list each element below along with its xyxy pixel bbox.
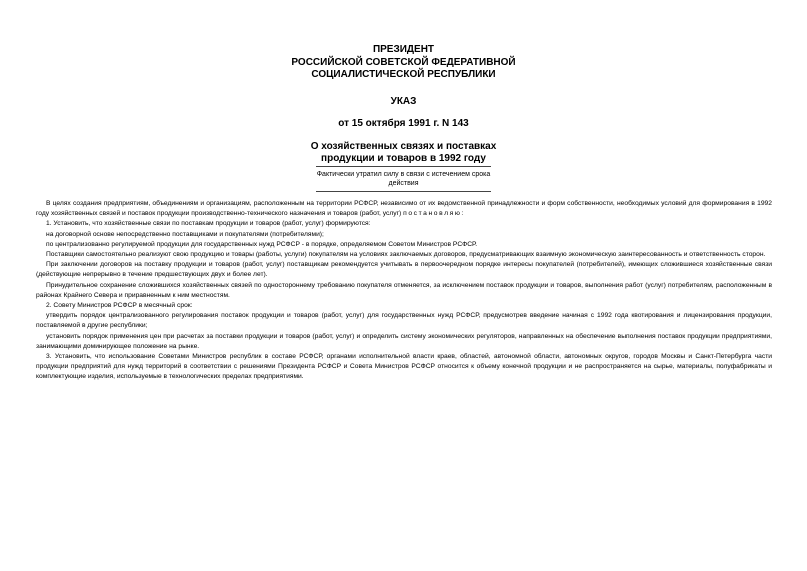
paragraph: При заключении договоров на поставку продукции и товаров (работ, услуг) поставщикам рекомендуется учитывать в первоочередном порядке интересы покупателей (потребителей), имеющих сложившиеся хозяйственные связи (действующие непрерывно в течение предшествующих двух и более лет). bbox=[36, 261, 772, 279]
document-body bbox=[36, 199, 772, 383]
paragraph: 2. Совету Министров РСФСР в месячный срок: bbox=[46, 302, 193, 310]
status-note-box bbox=[316, 166, 491, 192]
issuer-line-3: СОЦИАЛИСТИЧЕСКОЙ РЕСПУБЛИКИ bbox=[311, 69, 496, 80]
paragraph: утвердить порядок централизованного регулирования поставок продукции и товаров (работ, услуг) для государственных нужд РСФСР, предусмотрев введение начиная с 1992 года квотирования и лицензирования продукции, поставляемой в другие республики; bbox=[36, 312, 772, 330]
paragraph: 3. Установить, что использование Советами Министров республик в составе РСФСР, органами исполнительной власти краев, областей, автономной области, автономных округов, городов Москвы и Санкт-Петербурга части продукции предприятий для нужд территорий в соответствии с решениями Президента РСФСР и Совета Министров РСФСР относится к объему конечной продукции и не распространяется на сырье, материалы, полуфабрикаты и комплектующие изделия, используемые в технологических пределах предприятиями. bbox=[36, 353, 772, 381]
status-note: Фактически утратил силу в связи с истечением срока действия bbox=[316, 171, 491, 187]
document-date-number: от 15 октября 1991 г. N 143 bbox=[338, 118, 469, 129]
paragraph: установить порядок применения цен при расчетах за поставки продукции и товаров (работ, услуг) и определить систему экономических регуляторов, направленных на обеспечение выполнения поставок продукции предприятиями, занимающими доминирующее положение на рынке. bbox=[36, 332, 772, 350]
paragraph: Поставщики самостоятельно реализуют свою продукцию и товары (работы, услуги) покупателям на условиях заключаемых договоров, предусматривающих взаимную экономическую заинтересованность и ответственность сторон. bbox=[46, 251, 766, 259]
issuer-line-1: ПРЕЗИДЕНТ bbox=[372, 44, 435, 55]
paragraph: на договорной основе непосредственно поставщиками и покупателями (потребителями); bbox=[46, 230, 324, 238]
paragraph-preamble bbox=[36, 199, 772, 219]
paragraph: по централизованно регулируемой продукции для государственных нужд РСФСР - в порядке, определяемом Советом Министров РСФСР. bbox=[46, 240, 478, 248]
decree-word: постановляю: bbox=[403, 210, 465, 218]
document-header bbox=[0, 44, 807, 166]
document-title-line-2: продукции и товаров в 1992 году bbox=[321, 153, 486, 164]
divider-bottom bbox=[316, 191, 491, 192]
issuer-line-2: РОССИЙСКОЙ СОВЕТСКОЙ ФЕДЕРАТИВНОЙ bbox=[291, 56, 516, 68]
document-title-line-1: О хозяйственных связях и поставках bbox=[310, 140, 497, 152]
document-type: УКАЗ bbox=[390, 95, 417, 107]
paragraph: 1. Установить, что хозяйственные связи по поставкам продукции и товаров (работ, услуг) формируются: bbox=[46, 220, 371, 228]
preamble-text: В целях создания предприятиям, объединениям и организациям, расположенным на территории РСФСР, независимо от их ведомственной принадлежности и форм собственности, необходимых условий для формирования в 1992 году хозяйственных связей и поставок продукции производственно-технического назначения и товаров (работ, услуг) bbox=[36, 200, 772, 218]
paragraph: Принудительное сохранение сложившихся хозяйственных связей по одностороннему требованию покупателя отменяется, за исключением поставок продукции и товаров, выполнения работ (услуг) потребителям, расположенным в районах Крайнего Севера и приравненным к ним местностям. bbox=[36, 281, 772, 299]
